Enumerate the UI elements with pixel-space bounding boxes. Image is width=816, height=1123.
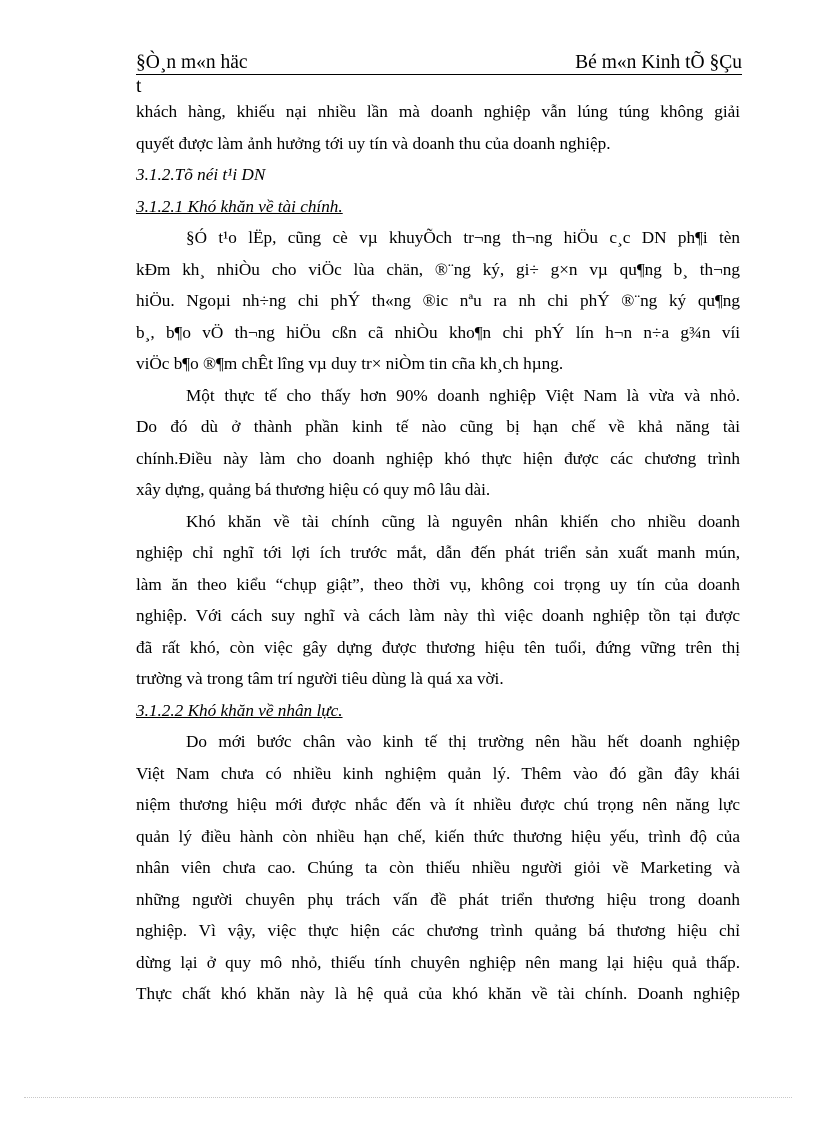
body-line: Do đó dù ở thành phần kinh tế nào cũng bị hạn chế về khả năng tài bbox=[136, 417, 740, 436]
body-line: khách hàng, khiếu nại nhiều lần mà doanh nghiệp vẫn lúng túng không giải bbox=[136, 102, 740, 121]
body-line: Một thực tế cho thấy hơn 90% doanh nghiệp Việt Nam là vừa và nhỏ. bbox=[186, 385, 740, 405]
body-line: nghiệp. Vì vậy, việc thực hiện các chương trình quảng bá thương hiệu chỉ bbox=[136, 921, 740, 940]
page-bottom-border bbox=[24, 1097, 792, 1098]
body-line: những người chuyên phụ trách vấn đề phát triển thương hiệu trong doanh bbox=[136, 889, 740, 909]
document-body bbox=[136, 96, 740, 1010]
section-heading: 3.1.2.Tõ néi t¹i DN bbox=[136, 165, 266, 184]
header-department: Bé m«n Kinh tÕ §Çu bbox=[575, 52, 742, 73]
subsection-heading bbox=[136, 191, 740, 223]
body-line: dừng lại ở quy mô nhỏ, thiếu tính chuyên nghiệp nên mang lại hiệu quả thấp. bbox=[136, 952, 740, 972]
body-line: làm ăn theo kiểu “chụp giật”, theo thời vụ, không coi trọng uy tín của doanh bbox=[136, 574, 740, 594]
body-line: b¸, b¶o vÖ th¬ng hiÖu cßn cã nhiÒu kho¶n chi phÝ lín h¬n n÷a g¾n víi bbox=[136, 322, 740, 342]
body-line: trường và trong tâm trí người tiêu dùng là quá xa vời. bbox=[136, 669, 504, 688]
header-document-title: §Ò¸n m«n häc bbox=[136, 52, 248, 73]
body-line: xây dựng, quảng bá thương hiệu có quy mô lâu dài. bbox=[136, 480, 491, 499]
body-line: viÖc b¶o ®¶m chÊt lîng vµ duy tr× niÒm tin cña kh¸ch hµng. bbox=[136, 354, 564, 373]
body-line: Do mới bước chân vào kinh tế thị trường nên hầu hết doanh nghiệp bbox=[186, 732, 740, 751]
body-line: nhân viên chưa cao. Chúng ta còn thiếu nhiều người giỏi về Marketing và bbox=[136, 858, 740, 877]
header-rule bbox=[136, 74, 742, 75]
body-line: quản lý điều hành còn nhiều hạn chế, kiến thức thương hiệu yếu, trình độ của bbox=[136, 826, 740, 846]
body-line: quyết được làm ảnh hưởng tới uy tín và doanh thu của doanh nghiệp. bbox=[136, 133, 611, 153]
body-line: Việt Nam chưa có nhiều kinh nghiệm quản lý. Thêm vào đó gần đây khái bbox=[136, 763, 740, 783]
body-line: niệm thương hiệu mới được nhắc đến và ít nhiều được chú trọng nên năng lực bbox=[136, 795, 740, 814]
body-line: đã rất khó, còn việc gây dựng được thương hiệu tên tuổi, đứng vững trên thị bbox=[136, 637, 740, 657]
body-line: chính.Điều này làm cho doanh nghiệp khó thực hiện được các chương trình bbox=[136, 448, 740, 468]
header-department-wrap: t bbox=[136, 76, 142, 97]
subsection-heading bbox=[136, 695, 740, 727]
body-line: nghiệp chỉ nghĩ tới lợi ích trước mắt, dẫn đến phát triển sản xuất manh mún, bbox=[136, 543, 740, 562]
subsection-heading-text: 3.1.2.1 Khó khăn về tài chính. bbox=[136, 196, 343, 216]
body-line: Khó khăn về tài chính cũng là nguyên nhân khiến cho nhiều doanh bbox=[186, 511, 740, 531]
body-line: kÐm kh¸ nhiÒu cho viÖc lùa chän, ®¨ng ký, gi÷ g×n vµ qu¶ng b¸ th¬ng bbox=[136, 259, 740, 279]
page-header bbox=[136, 52, 742, 100]
body-line: Thực chất khó khăn này là hệ quả của khó khăn về tài chính. Doanh nghiệp bbox=[136, 984, 740, 1003]
body-line: hiÖu. Ngoµi nh÷ng chi phÝ th«ng ®ic nªu ra nh chi phÝ ®¨ng ký qu¶ng bbox=[136, 291, 740, 310]
body-line: §Ó t¹o lËp, cũng cè vµ khuyÕch tr¬ng th¬ng hiÖu c¸c DN ph¶i tèn bbox=[186, 228, 740, 247]
body-line: nghiệp. Với cách suy nghĩ và cách làm này thì việc doanh nghiệp tồn tại được bbox=[136, 606, 740, 625]
subsection-heading-text: 3.1.2.2 Khó khăn về nhân lực. bbox=[136, 700, 343, 720]
